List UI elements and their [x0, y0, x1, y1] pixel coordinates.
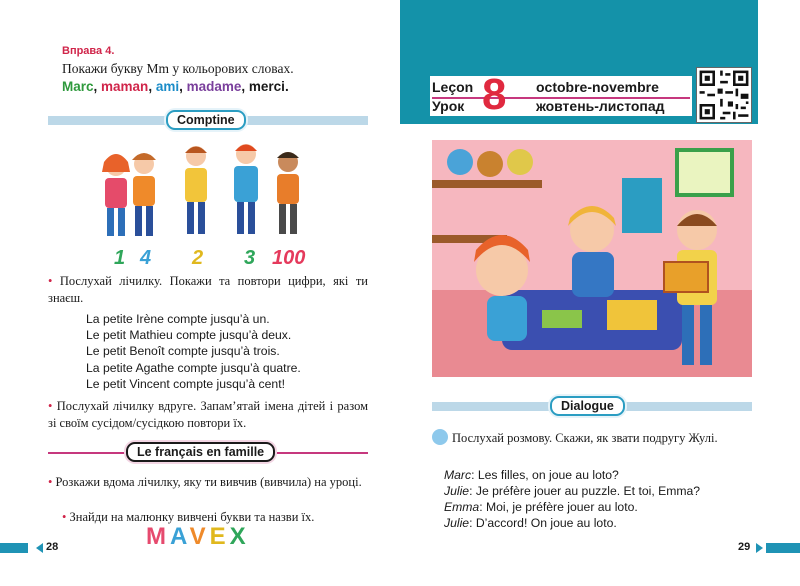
qr-code-icon[interactable] [696, 67, 752, 123]
speaker-name: Julie [444, 516, 470, 530]
child-figure [277, 152, 299, 234]
bullet: • [62, 510, 67, 524]
separator: , [148, 79, 156, 94]
letter-m: M [146, 523, 170, 550]
comptine-heading: Comptine [166, 110, 246, 130]
separator: , [179, 79, 187, 94]
child-figure [234, 144, 258, 234]
arrow-left-icon [36, 543, 43, 553]
headphones-icon[interactable] [432, 429, 448, 445]
dialogue-heading: Dialogue [550, 396, 625, 416]
letter-a: A [170, 523, 190, 550]
famille-task [48, 474, 368, 491]
number-2: 2 [192, 247, 204, 269]
period: . [284, 79, 289, 94]
word-ami: ami [155, 79, 180, 94]
speaker-name: Emma [444, 500, 480, 514]
dialogue-lines [444, 467, 700, 531]
arrow-right-icon [756, 543, 763, 553]
word-merci: merci [248, 79, 285, 94]
dialogue-line [444, 515, 700, 531]
speaker-name: Marc [444, 468, 472, 482]
dialogue-line [444, 499, 700, 515]
counting-children-illustration [92, 136, 324, 270]
exercise-title: Вправа 4. [62, 45, 115, 57]
letter-blocks [146, 523, 250, 551]
colored-words [62, 79, 289, 94]
bullet: • [48, 274, 53, 288]
footer-bar [0, 543, 28, 553]
number-1: 1 [114, 247, 126, 269]
exercise-instruction: Покажи букву Мm у кольорових словах. [62, 61, 294, 76]
lesson-months-fr: octobre-novembre [536, 79, 659, 95]
child-figure [185, 146, 207, 234]
rhyme-line: Le petit Mathieu compte jusqu’à deux. [86, 328, 292, 343]
lesson-label-fr: Leçon [432, 79, 474, 95]
lesson-number: 8 [482, 70, 507, 119]
dialogue-line [444, 483, 700, 499]
children-puzzle-illustration [432, 140, 752, 377]
speaker-name: Julie [444, 484, 470, 498]
number-3: 3 [244, 247, 256, 269]
number-100: 100 [272, 247, 306, 269]
rhyme-line: La petite Agathe compte jusqu’à quatre. [86, 360, 301, 375]
letter-e: E [209, 523, 230, 550]
word-maman: maman [101, 79, 149, 94]
lesson-months-ua: жовтень-листопад [536, 98, 665, 114]
rhyme-line: Le petit Benoît compte jusqu’à trois. [86, 344, 280, 359]
dialogue-instruction [432, 429, 754, 447]
task-text: Розкажи вдома лічилку, яку ти вивчив (вивчила) на уроці. [55, 475, 362, 489]
bullet: • [48, 399, 53, 413]
separator: , [241, 79, 249, 94]
task-text: Послухай лічилку. Покажи та повтори цифри, які ти знаєш. [48, 274, 368, 305]
page-number-left: 28 [46, 541, 59, 553]
letter-x: X [229, 523, 250, 550]
line-text: : Je préfère jouer au puzzle. Et toi, Emma? [469, 484, 701, 498]
word-madame: madame [186, 79, 242, 94]
task-text: Послухай лічилку вдруге. Запам’ятай імена дітей і разом зі своїм сусідом/сусідкою повтори їх. [48, 399, 368, 430]
rhyme-text [86, 311, 301, 392]
line-text: : Les filles, on joue au loto? [471, 468, 619, 482]
line-text: : D’accord! On joue au loto. [469, 516, 617, 530]
instruction-text: Послухай розмову. Скажи, як звати подругу Жулі. [452, 431, 718, 445]
lesson-label-ua: Урок [432, 98, 465, 114]
letter-v: V [189, 523, 210, 550]
rhyme-line: Le petit Vincent compte jusqu’à cent! [86, 376, 285, 391]
word-marc: Marc [62, 79, 94, 94]
separator: , [93, 79, 102, 94]
footer-bar [766, 543, 800, 553]
task-listen-rhyme [48, 273, 368, 307]
number-4: 4 [140, 247, 152, 269]
bullet: • [48, 475, 53, 489]
child-figure [102, 154, 130, 236]
task-text: Знайди на малюнку вивчені букви та назви їх. [69, 510, 315, 524]
rhyme-line: La petite Irène compte jusqu’à un. [86, 312, 270, 326]
page-number-right: 29 [738, 541, 751, 553]
famille-heading: Le français en famille [126, 442, 275, 462]
task-listen-again [48, 398, 368, 432]
child-figure [132, 153, 156, 236]
line-text: : Moi, je préfère jouer au loto. [479, 500, 638, 514]
dialogue-line [444, 467, 700, 483]
